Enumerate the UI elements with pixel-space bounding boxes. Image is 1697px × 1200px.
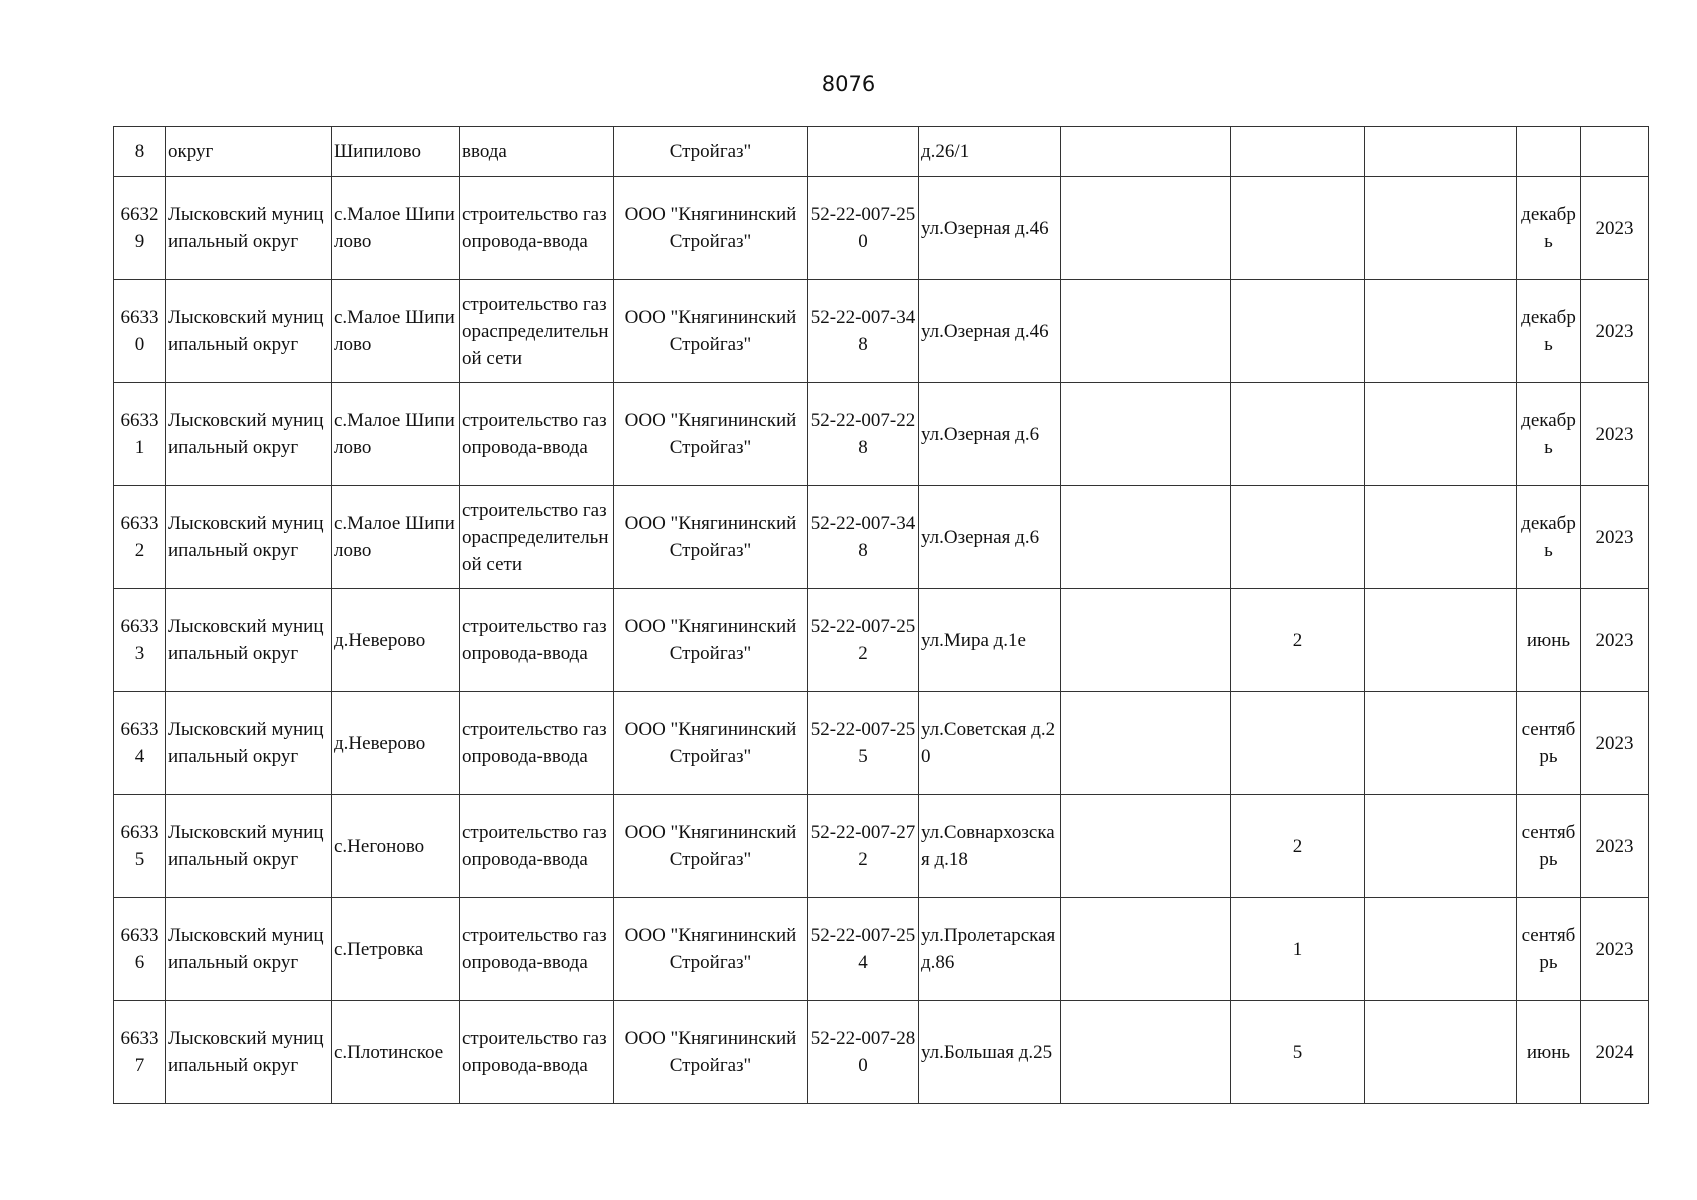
month-cell: июнь: [1517, 1001, 1581, 1104]
year-cell: 2023: [1581, 589, 1649, 692]
year-cell: 2023: [1581, 486, 1649, 589]
contractor-cell: ООО "Княгининский Стройгаз": [614, 177, 808, 280]
month-cell: сентябрь: [1517, 795, 1581, 898]
district-cell: Лысковский муниципальный округ: [166, 1001, 332, 1104]
empty-cell: [1365, 1001, 1517, 1104]
district-cell: Лысковский муниципальный округ: [166, 280, 332, 383]
code-cell: 52-22-007-254: [808, 898, 919, 1001]
table-row: [114, 898, 1649, 1001]
month-cell: сентябрь: [1517, 692, 1581, 795]
empty-cell: [1365, 898, 1517, 1001]
work-type-cell: строительство газораспределительной сети: [460, 486, 614, 589]
district-cell: Лысковский муниципальный округ: [166, 692, 332, 795]
empty-cell: [1061, 177, 1231, 280]
empty-cell: [1365, 280, 1517, 383]
district-cell: Лысковский муниципальный округ: [166, 898, 332, 1001]
table-row-partial: [114, 127, 1649, 177]
table-body: [114, 127, 1649, 1104]
locality-cell: с.Петровка: [332, 898, 460, 1001]
district-cell: Лысковский муниципальный округ: [166, 795, 332, 898]
district-cell: Лысковский муниципальный округ: [166, 383, 332, 486]
month-cell: июнь: [1517, 589, 1581, 692]
locality-cell: д.Неверово: [332, 589, 460, 692]
code-cell: 52-22-007-280: [808, 1001, 919, 1104]
year-cell: 2023: [1581, 898, 1649, 1001]
year-cell: 2023: [1581, 177, 1649, 280]
year-cell: 2023: [1581, 383, 1649, 486]
locality-cell: с.Малое Шипилово: [332, 177, 460, 280]
row-number: 66330: [114, 280, 166, 383]
month-cell: сентябрь: [1517, 898, 1581, 1001]
gas-connection-table: [113, 126, 1649, 1104]
address-cell: д.26/1: [919, 127, 1061, 177]
empty-cell: [1061, 1001, 1231, 1104]
locality-cell: с.Негоново: [332, 795, 460, 898]
work-type-cell: строительство газопровода-ввода: [460, 692, 614, 795]
code-cell: 52-22-007-252: [808, 589, 919, 692]
row-number: 66335: [114, 795, 166, 898]
address-cell: ул.Озерная д.6: [919, 486, 1061, 589]
empty-cell: [1365, 486, 1517, 589]
work-type-cell: строительство газопровода-ввода: [460, 1001, 614, 1104]
row-number: 8: [114, 127, 166, 177]
locality-cell: д.Неверово: [332, 692, 460, 795]
locality-cell: с.Малое Шипилово: [332, 486, 460, 589]
address-cell: ул.Озерная д.46: [919, 280, 1061, 383]
empty-cell: [1061, 127, 1231, 177]
row-number: 66331: [114, 383, 166, 486]
row-number: 66333: [114, 589, 166, 692]
empty-cell: [1365, 127, 1517, 177]
code-cell: [808, 127, 919, 177]
count-cell: [1231, 177, 1365, 280]
table-row: [114, 177, 1649, 280]
contractor-cell: ООО "Княгининский Стройгаз": [614, 486, 808, 589]
address-cell: ул.Озерная д.6: [919, 383, 1061, 486]
count-cell: [1231, 486, 1365, 589]
month-cell: декабрь: [1517, 280, 1581, 383]
contractor-cell: ООО "Княгининский Стройгаз": [614, 795, 808, 898]
year-cell: [1581, 127, 1649, 177]
empty-cell: [1365, 692, 1517, 795]
count-cell: [1231, 127, 1365, 177]
work-type-cell: строительство газопровода-ввода: [460, 898, 614, 1001]
empty-cell: [1365, 383, 1517, 486]
empty-cell: [1061, 589, 1231, 692]
empty-cell: [1061, 486, 1231, 589]
empty-cell: [1365, 177, 1517, 280]
table-row: [114, 383, 1649, 486]
count-cell: 1: [1231, 898, 1365, 1001]
page-number: 8076: [821, 72, 876, 96]
row-number: 66329: [114, 177, 166, 280]
empty-cell: [1061, 692, 1231, 795]
district-cell: Лысковский муниципальный округ: [166, 177, 332, 280]
work-type-cell: ввода: [460, 127, 614, 177]
district-cell: Лысковский муниципальный округ: [166, 589, 332, 692]
row-number: 66332: [114, 486, 166, 589]
empty-cell: [1061, 383, 1231, 486]
contractor-cell: ООО "Княгининский Стройгаз": [614, 692, 808, 795]
empty-cell: [1365, 795, 1517, 898]
contractor-cell: ООО "Княгининский Стройгаз": [614, 589, 808, 692]
code-cell: 52-22-007-348: [808, 486, 919, 589]
table-row: [114, 1001, 1649, 1104]
district-cell: Лысковский муниципальный округ: [166, 486, 332, 589]
work-type-cell: строительство газопровода-ввода: [460, 383, 614, 486]
row-number: 66334: [114, 692, 166, 795]
row-number: 66337: [114, 1001, 166, 1104]
count-cell: 2: [1231, 795, 1365, 898]
empty-cell: [1061, 898, 1231, 1001]
code-cell: 52-22-007-228: [808, 383, 919, 486]
year-cell: 2023: [1581, 692, 1649, 795]
contractor-cell: ООО "Княгининский Стройгаз": [614, 280, 808, 383]
year-cell: 2023: [1581, 795, 1649, 898]
work-type-cell: строительство газопровода-ввода: [460, 177, 614, 280]
code-cell: 52-22-007-250: [808, 177, 919, 280]
table-row: [114, 692, 1649, 795]
locality-cell: с.Малое Шипилово: [332, 383, 460, 486]
address-cell: ул.Большая д.25: [919, 1001, 1061, 1104]
month-cell: [1517, 127, 1581, 177]
count-cell: [1231, 280, 1365, 383]
empty-cell: [1365, 589, 1517, 692]
contractor-cell: ООО "Княгининский Стройгаз": [614, 898, 808, 1001]
contractor-cell: ООО "Княгининский Стройгаз": [614, 1001, 808, 1104]
year-cell: 2023: [1581, 280, 1649, 383]
count-cell: [1231, 383, 1365, 486]
empty-cell: [1061, 795, 1231, 898]
month-cell: декабрь: [1517, 177, 1581, 280]
count-cell: 2: [1231, 589, 1365, 692]
contractor-cell: ООО "Княгининский Стройгаз": [614, 383, 808, 486]
row-number: 66336: [114, 898, 166, 1001]
address-cell: ул.Советская д.20: [919, 692, 1061, 795]
work-type-cell: строительство газопровода-ввода: [460, 795, 614, 898]
table-row: [114, 795, 1649, 898]
district-cell: округ: [166, 127, 332, 177]
month-cell: декабрь: [1517, 486, 1581, 589]
year-cell: 2024: [1581, 1001, 1649, 1104]
table-row: [114, 589, 1649, 692]
month-cell: декабрь: [1517, 383, 1581, 486]
address-cell: ул.Мира д.1е: [919, 589, 1061, 692]
work-type-cell: строительство газопровода-ввода: [460, 589, 614, 692]
count-cell: [1231, 692, 1365, 795]
count-cell: 5: [1231, 1001, 1365, 1104]
address-cell: ул.Совнархозская д.18: [919, 795, 1061, 898]
contractor-cell: Стройгаз": [614, 127, 808, 177]
table-row: [114, 280, 1649, 383]
code-cell: 52-22-007-255: [808, 692, 919, 795]
locality-cell: Шипилово: [332, 127, 460, 177]
locality-cell: с.Малое Шипилово: [332, 280, 460, 383]
address-cell: ул.Озерная д.46: [919, 177, 1061, 280]
locality-cell: с.Плотинское: [332, 1001, 460, 1104]
address-cell: ул.Пролетарская д.86: [919, 898, 1061, 1001]
code-cell: 52-22-007-272: [808, 795, 919, 898]
work-type-cell: строительство газораспределительной сети: [460, 280, 614, 383]
code-cell: 52-22-007-348: [808, 280, 919, 383]
empty-cell: [1061, 280, 1231, 383]
table-row: [114, 486, 1649, 589]
